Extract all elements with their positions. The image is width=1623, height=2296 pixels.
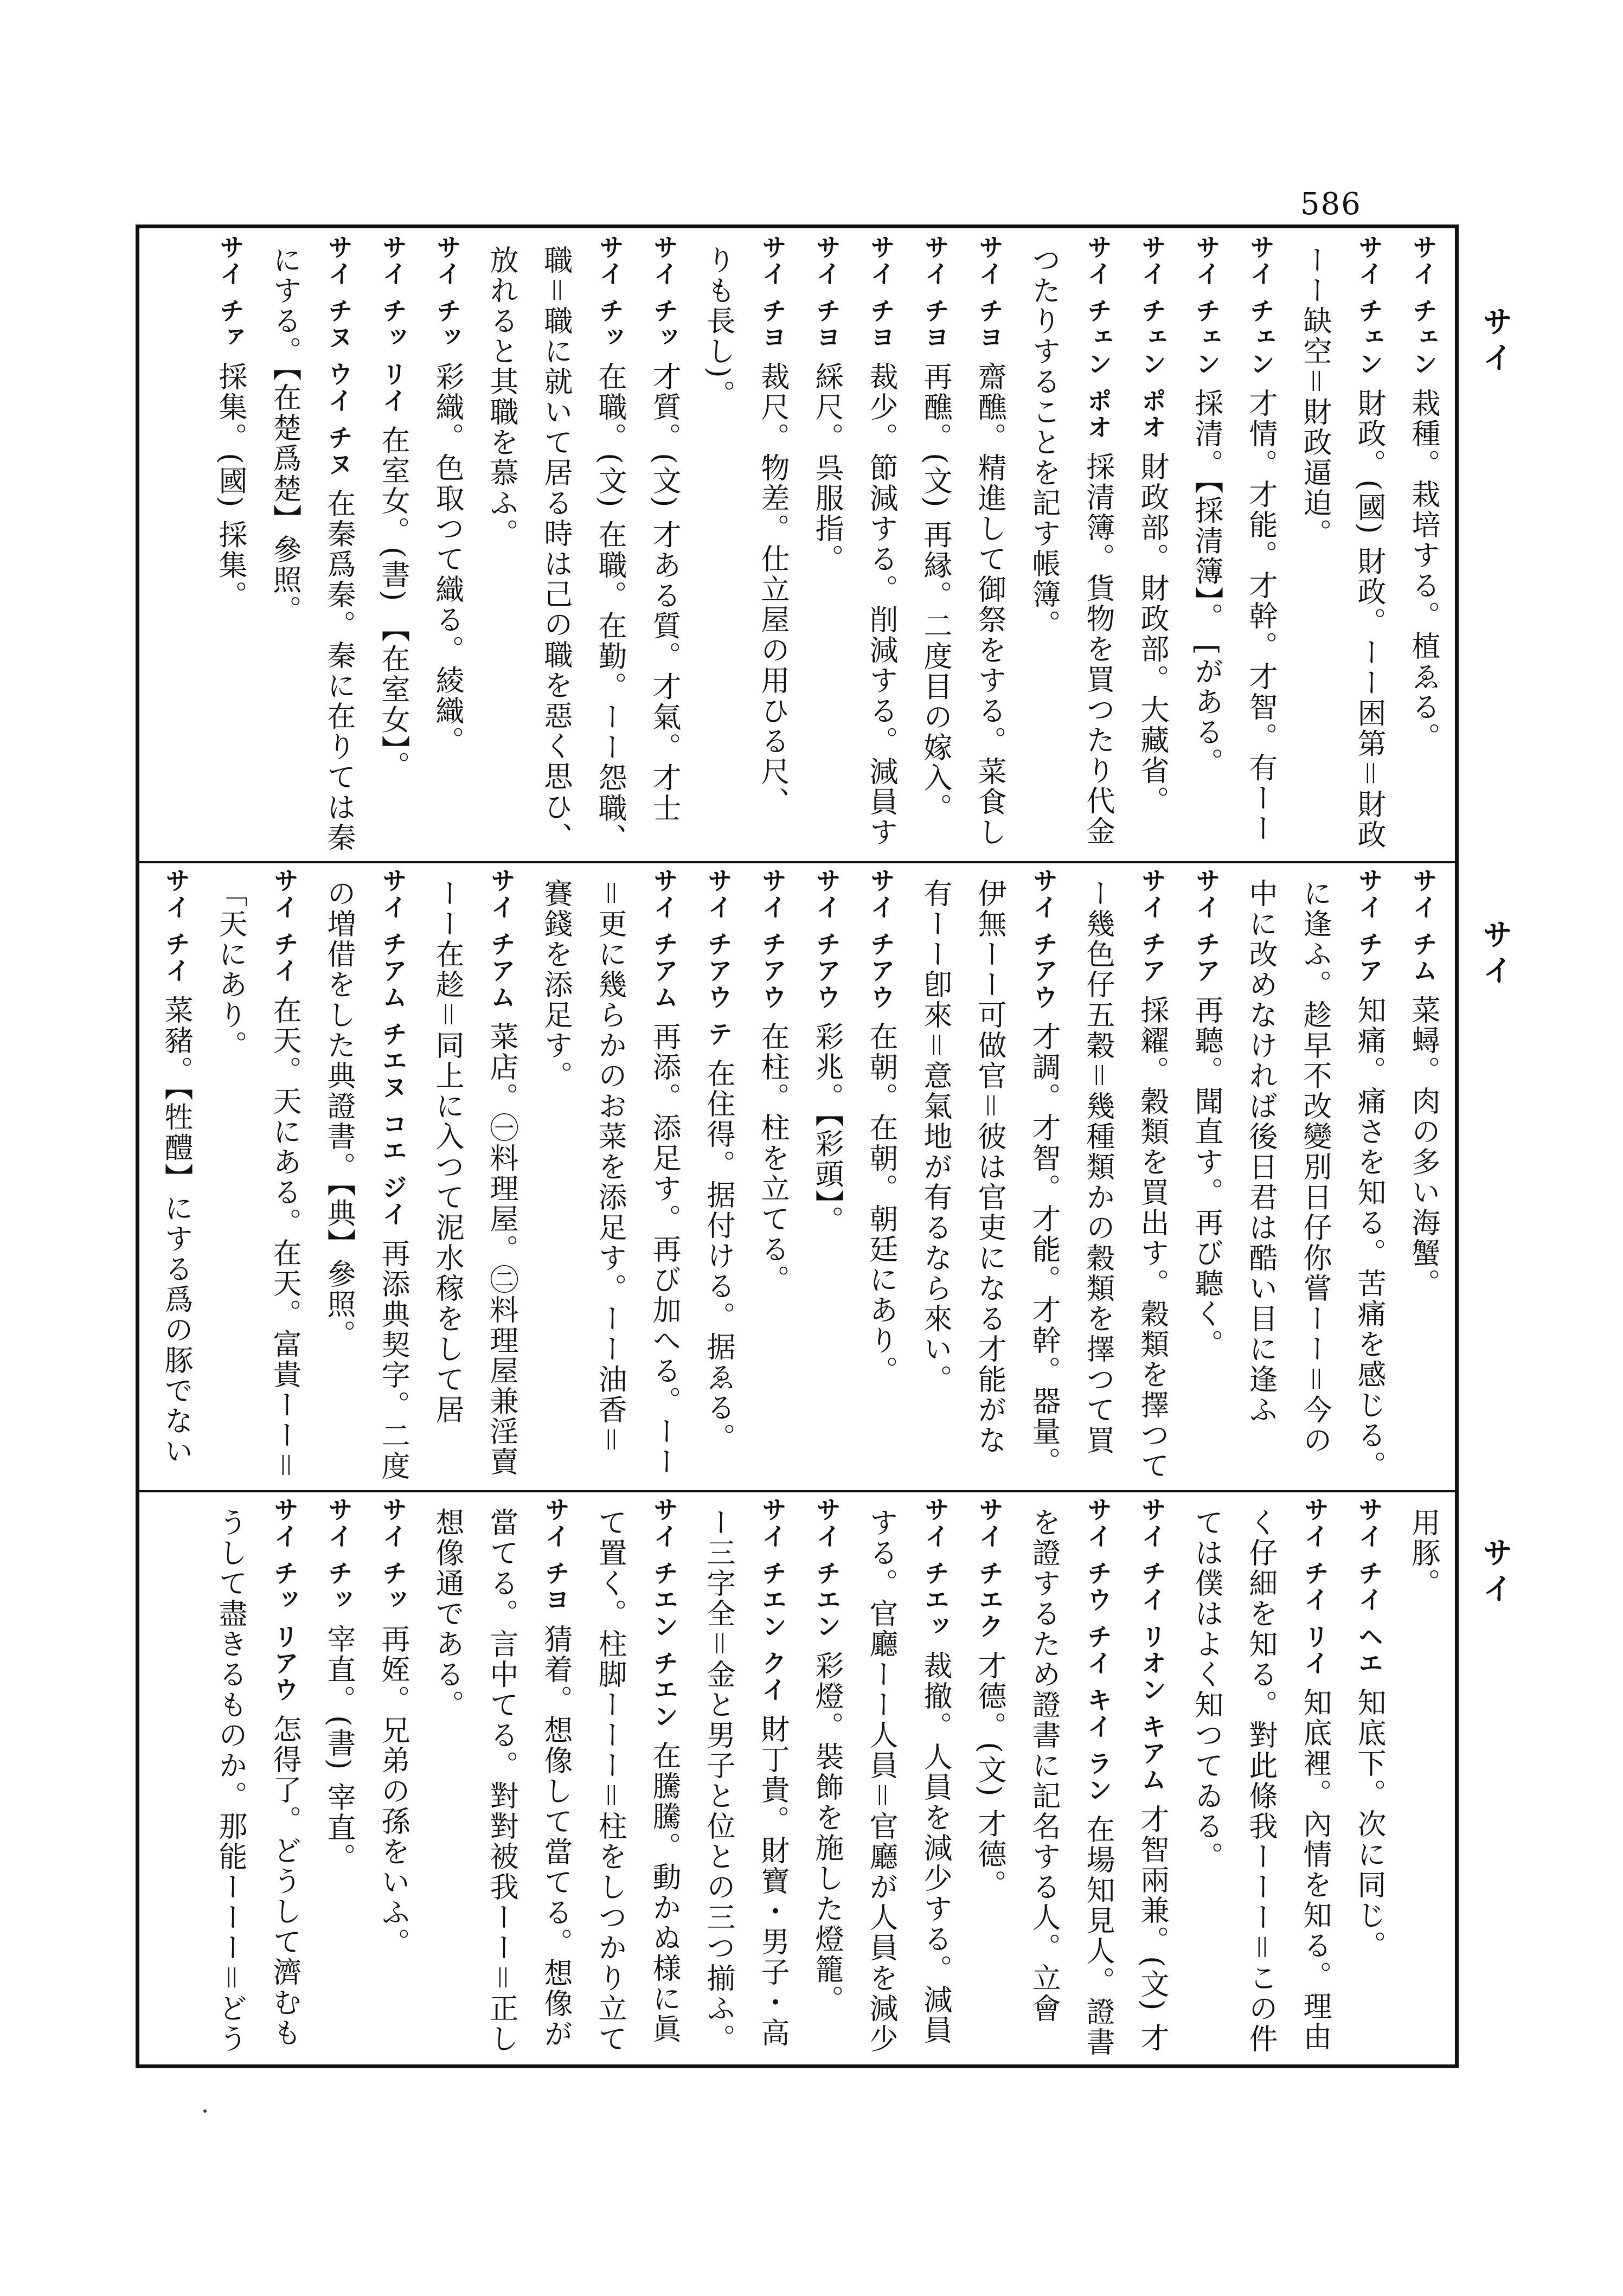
- entry-definition: 才情。才能。才幹。才智。有ーー: [1244, 388, 1278, 844]
- entry-column: [1071, 234, 1125, 855]
- entry-definition: 賽錢を添足す。: [540, 878, 573, 1091]
- entry-headword: サイ チム: [1409, 868, 1438, 985]
- entry-headword: サイ チッ: [595, 234, 625, 351]
- band-divider-2: [136, 1490, 1459, 1492]
- entry-definition: 怎得了。どうして濟むも: [268, 1714, 301, 2049]
- entry-column: [963, 1497, 1017, 2061]
- entry-definition: つたりすることを記す帳簿。: [1028, 245, 1061, 640]
- entry-headword: サイ チアム: [650, 868, 679, 1011]
- entry-column: [1125, 234, 1179, 855]
- entry-definition: ーー在趁＝同上に入つて泥水稼をして居: [431, 878, 464, 1425]
- entry-column: [1125, 868, 1179, 1484]
- entry-column: [908, 234, 963, 855]
- entry-column: [1396, 868, 1451, 1484]
- entry-column: [854, 1497, 908, 2061]
- entry-definition: ーー缺空＝財政逼迫。: [1299, 245, 1332, 549]
- side-label-bottom: サイ: [1478, 1537, 1513, 1608]
- entry-headword: サイ チェン: [1192, 234, 1221, 378]
- entry-column: [258, 868, 312, 1484]
- entry-column: [258, 1497, 312, 2061]
- entry-headword: サイ チッ: [324, 1497, 354, 1614]
- entry-column: [1071, 868, 1125, 1484]
- entry-definition: ー三字全＝金と男子と位との三つ揃ふ。: [702, 1508, 735, 2054]
- entry-column: [312, 1497, 366, 2061]
- entry-headword: サイ チヌ ウイ チヌ: [324, 234, 354, 478]
- entry-column: [963, 234, 1017, 855]
- entry-definition: 裁撤。人員を減少する。減員: [919, 1651, 952, 2046]
- entry-definition: 中に改めなければ後日君は酷い目に逢ふ: [1244, 878, 1278, 1425]
- entry-headword: サイ チヨ: [758, 234, 787, 351]
- entry-column: [312, 868, 366, 1484]
- entry-column: [746, 234, 800, 855]
- entry-definition: て置く。柱脚ーーー＝柱をしつかり立て: [594, 1508, 627, 2054]
- entry-headword: サイ チアウ: [812, 868, 842, 1011]
- entry-headword: サイ チアウ テ: [704, 868, 733, 1048]
- dictionary-band-bottom: [152, 1497, 1451, 2061]
- entry-definition: 才質。(文) 才ある質。才氣。才士: [648, 362, 681, 824]
- entry-column: [1017, 1497, 1071, 2061]
- entry-column: [1288, 234, 1342, 855]
- entry-definition: 再添。添足す。再び加へる。ーー: [648, 1022, 681, 1478]
- entry-column: [1179, 868, 1234, 1484]
- entry-column: [637, 234, 691, 855]
- entry-column: [908, 1497, 963, 2061]
- entry-column: [800, 1497, 854, 2061]
- entry-column: [529, 234, 583, 855]
- entry-definition: 在柱。柱を立てる。: [756, 1022, 790, 1295]
- dictionary-band-top: [152, 234, 1451, 855]
- entry-definition: く仔細を知る。對此條我ーーー＝この件: [1244, 1508, 1278, 2054]
- entry-definition: 在住得。据付ける。据ゑる。: [702, 1059, 735, 1454]
- entry-column: [258, 234, 312, 855]
- entry-definition: 菜店。㊀料理屋。㊁料理屋兼淫賣: [485, 1022, 518, 1478]
- entry-definition: 有ーー卽來＝意氣地が有るなら來い。: [919, 878, 952, 1395]
- entry-definition: 放れると其職を慕ふ。: [485, 245, 518, 549]
- entry-headword: サイ チッ リアウ: [270, 1497, 299, 1704]
- entry-column: [637, 868, 691, 1484]
- entry-headword: サイ チェン: [1246, 234, 1275, 378]
- entry-column: [746, 1497, 800, 2061]
- entry-headword: サイ チアム チエヌ コエ ジイ: [379, 868, 408, 1228]
- entry-column: [1179, 1497, 1234, 2061]
- entry-definition: 在朝。在朝。朝廷にあり。: [865, 1022, 898, 1387]
- entry-column: [800, 868, 854, 1484]
- entry-definition: 菜豬。【牲醴】にする爲の豚でない: [160, 995, 193, 1467]
- entry-definition: 採集。(國) 採集。: [214, 362, 247, 611]
- entry-headword: サイ チア: [1355, 868, 1384, 985]
- entry-column: [1179, 234, 1234, 855]
- entry-column: [963, 868, 1017, 1484]
- entry-definition: にする。【在楚爲楚】參照。: [268, 245, 301, 626]
- entry-definition: 採清簿。貨物を買つたり代金: [1082, 452, 1115, 847]
- entry-headword: サイ チッ: [433, 234, 462, 351]
- entry-column: [529, 868, 583, 1484]
- entry-definition: 彩織。色取つて織る。綾織。: [431, 362, 464, 757]
- entry-definition: うして盡きるものか。那能ーーー＝どう: [214, 1508, 247, 2054]
- entry-definition: の増借をした典證書。【典】參照。: [323, 878, 356, 1350]
- entry-headword: サイ チアウ: [1029, 868, 1059, 1011]
- entry-column: [420, 868, 474, 1484]
- entry-definition: 當てる。言中てる。對對被我ーー＝正し: [485, 1508, 518, 2054]
- entry-headword: サイ チヨ: [921, 234, 950, 351]
- entry-headword: サイ チヨ: [975, 234, 1004, 351]
- entry-headword: サイ チェン ポオ: [1138, 234, 1167, 441]
- entry-column: [203, 1497, 258, 2061]
- entry-headword: サイ チウ チイ キイ ラン: [1083, 1497, 1113, 1804]
- entry-definition: 知底裡。內情を知る。理由: [1299, 1688, 1332, 2053]
- entry-definition: 齋醮。精進して御祭をする。菜食し: [973, 362, 1006, 848]
- entry-definition: 彩兆。【彩頭】。: [811, 1022, 844, 1236]
- entry-definition: ＝更に幾らかのお菜を添足す。ーー油香＝: [594, 878, 627, 1455]
- entry-column: [312, 234, 366, 855]
- entry-column: [1396, 234, 1451, 855]
- entry-column: [854, 868, 908, 1484]
- entry-headword: サイ チエク: [975, 1497, 1004, 1640]
- entry-definition: 菜蟳。肉の多い海蟹。: [1407, 995, 1440, 1299]
- entry-headword: サイ チア: [1138, 868, 1167, 985]
- entry-definition: 裁尺。物差。仕立屋の用ひる尺、: [756, 362, 790, 818]
- entry-headword: サイ チエン: [812, 1497, 842, 1640]
- entry-column: [1234, 1497, 1288, 2061]
- entry-definition: 知痛。痛さを知る。苦痛を感じる。: [1353, 995, 1386, 1482]
- entry-column: [1396, 1497, 1451, 2061]
- entry-column: [203, 234, 258, 855]
- entry-definition: 「天にあり。: [214, 878, 247, 1061]
- entry-definition: 在職。(文) 在職。在勤。ーー怨職、: [594, 362, 627, 854]
- entry-definition: 再聽。聞直す。再び聽く。: [1190, 995, 1223, 1360]
- entry-definition: 栽種。栽培する。植ゑる。: [1407, 388, 1440, 753]
- entry-column: [474, 868, 529, 1484]
- side-label-middle: サイ: [1478, 919, 1513, 990]
- entry-headword: サイ チエン クイ: [758, 1497, 787, 1704]
- entry-definition: ては僕はよく知つてゐる。: [1190, 1508, 1223, 1872]
- entry-column: [420, 234, 474, 855]
- entry-headword: サイ チヨ: [867, 234, 896, 351]
- entry-definition: 再姪。兄弟の孫をいふ。: [377, 1624, 410, 1959]
- entry-column: [854, 234, 908, 855]
- entry-headword: サイ チイ: [270, 868, 299, 985]
- entry-column: [691, 1497, 746, 2061]
- entry-headword: サイ チイ リオン キアム: [1138, 1497, 1167, 1794]
- entry-column: [1288, 868, 1342, 1484]
- entry-headword: サイ チエッ: [921, 1497, 950, 1640]
- entry-headword: サイ チイ: [162, 868, 191, 985]
- entry-definition: を證するため證書に記名する人。立會: [1028, 1508, 1061, 2024]
- entry-headword: サイ チェン: [1355, 234, 1384, 378]
- entry-definition: 在天。天にある。在天。富貴ーー＝: [268, 995, 301, 1482]
- entry-headword: サイ チアウ: [758, 868, 787, 1011]
- entry-column: [366, 234, 420, 855]
- entry-definition: 才調。才智。才能。才幹。器量。: [1028, 1022, 1061, 1478]
- entry-definition: 財丁貴。財寶・男子・高: [756, 1714, 790, 2049]
- entry-column: [474, 1497, 529, 2061]
- entry-headword: サイ チエン チエン: [650, 1497, 679, 1730]
- entry-column: [691, 234, 746, 855]
- entry-definition: 彩燈。裝飾を施した燈籠。: [811, 1651, 844, 2016]
- entry-definition: 綵尺。呉服指。: [811, 362, 844, 575]
- entry-definition: りも長し)。: [702, 245, 735, 410]
- entry-definition: 宰直。(書) 宰直。: [323, 1624, 356, 1874]
- entry-definition: 採糴。穀類を買出す。穀類を擇つて: [1136, 995, 1169, 1482]
- entry-column: [1342, 868, 1396, 1484]
- entry-definition: する。官廳ーー人員＝官廳が人員を減少: [865, 1508, 898, 2054]
- entry-headword: サイ チイ ヘエ: [1355, 1497, 1384, 1677]
- entry-column: [1234, 868, 1288, 1484]
- entry-column: [583, 1497, 637, 2061]
- entry-definition: 財政部。財政部。大藏省。: [1136, 452, 1169, 817]
- entry-definition: 知底下。次に同じ。: [1353, 1688, 1386, 1961]
- entry-column: [203, 868, 258, 1484]
- entry-headword: サイ チイ リイ: [1300, 1497, 1330, 1677]
- entry-column: [1342, 1497, 1396, 2061]
- entry-column: [529, 1497, 583, 2061]
- entry-column: [366, 868, 420, 1484]
- entry-column: [1125, 1497, 1179, 2061]
- entry-column: [1017, 234, 1071, 855]
- entry-column: [1071, 1497, 1125, 2061]
- side-label-top: サイ: [1478, 306, 1513, 377]
- entry-definition: 再添典契字。二度: [377, 1239, 410, 1482]
- entry-column: [800, 234, 854, 855]
- dictionary-band-middle: [152, 868, 1451, 1484]
- band-divider-1: [136, 861, 1459, 863]
- entry-headword: サイ チッ リイ: [379, 234, 408, 415]
- entry-definition: に逢ふ。趁早不改變別日仔你嘗ーー＝今の: [1299, 878, 1332, 1455]
- entry-definition: 裁少。節減する。削減する。減員す: [865, 362, 898, 848]
- entry-definition: 伊無ーー可做官＝彼は官吏になる才能がな: [973, 878, 1006, 1455]
- entry-definition: 才智兩兼。(文) 才: [1136, 1804, 1169, 2054]
- entry-headword: サイ チアウ: [867, 868, 896, 1011]
- entry-headword: サイ チヨ: [541, 1497, 570, 1614]
- stray-mark: [203, 2109, 207, 2113]
- entry-headword: サイ チアム: [487, 868, 516, 1011]
- entry-column: [746, 868, 800, 1484]
- entry-headword: サイ チッ: [650, 234, 679, 351]
- entry-definition: 猜着。想像して當てる。想像が: [540, 1624, 573, 2050]
- entry-definition: ー幾色仔五穀＝幾種類かの穀類を擇つて買: [1082, 878, 1115, 1455]
- entry-definition: 在騰騰。動かぬ様に眞: [648, 1741, 681, 2045]
- entry-definition: 想像通である。: [431, 1508, 464, 1720]
- entry-column: [420, 1497, 474, 2061]
- entry-headword: サイ チェン ポオ: [1083, 234, 1113, 441]
- entry-column: [908, 868, 963, 1484]
- entry-column: [637, 1497, 691, 2061]
- entry-definition: 採清。【採清簿】。 [がある。: [1190, 388, 1223, 778]
- entry-headword: サイ チァ: [216, 234, 245, 351]
- entry-definition: 再醮。(文) 再縁。二度目の嫁入。: [919, 362, 952, 824]
- entry-headword: サイ チア: [1192, 868, 1221, 985]
- entry-definition: 職＝職に就いて居る時は己の職を惡く思ひ、: [540, 245, 573, 852]
- page-number: 586: [1300, 187, 1362, 222]
- entry-column: [152, 868, 203, 1484]
- entry-column: [1234, 234, 1288, 855]
- entry-headword: サイ チェン: [1409, 234, 1438, 378]
- entry-headword: サイ チッ: [379, 1497, 408, 1614]
- entry-column: [474, 234, 529, 855]
- entry-column: [1288, 1497, 1342, 2061]
- entry-column: [366, 1497, 420, 2061]
- entry-column: [1342, 234, 1396, 855]
- entry-column: [1017, 868, 1071, 1484]
- entry-definition: 在秦爲秦。秦に在りては秦: [323, 489, 356, 854]
- entry-definition: 才德。(文) 才德。: [973, 1651, 1006, 1900]
- entry-column: [583, 234, 637, 855]
- entry-definition: 用豚。: [1407, 1508, 1440, 1599]
- entry-definition: 在室女。(書) 【在室女】。: [377, 425, 410, 781]
- entry-column: [583, 868, 637, 1484]
- entry-definition: 在場知見人。證書: [1082, 1814, 1115, 2058]
- entry-column: [691, 868, 746, 1484]
- entry-definition: 財政。(國) 財政。ーー困第＝財政: [1353, 388, 1386, 850]
- entry-headword: サイ チヨ: [812, 234, 842, 351]
